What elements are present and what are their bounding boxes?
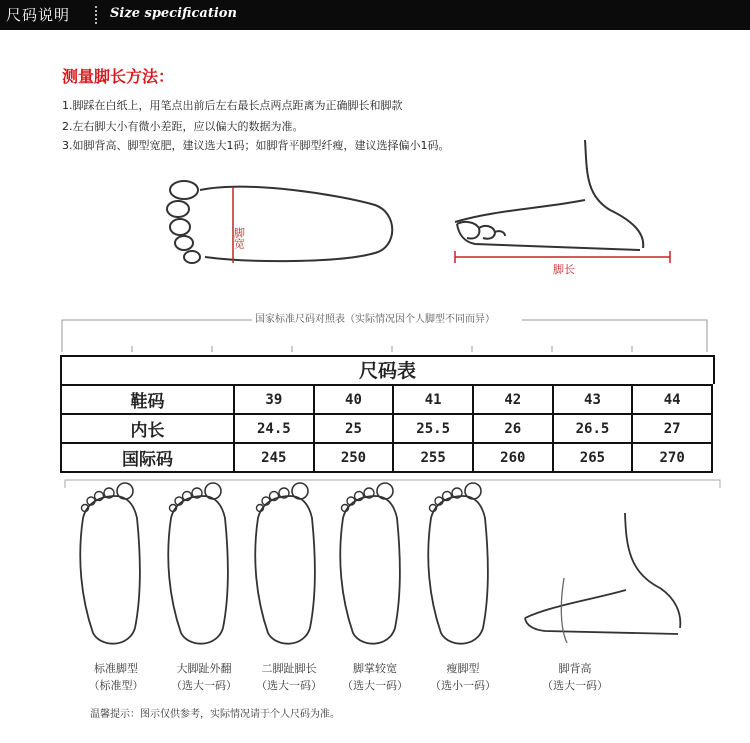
size-table	[60, 384, 713, 473]
table-cell: 26	[473, 414, 553, 443]
table-cell: 44	[632, 385, 712, 414]
table-row	[61, 385, 712, 414]
table-cell: 41	[393, 385, 473, 414]
foot-type-name: 二脚趾脚长	[261, 662, 317, 675]
table-cell: 265	[553, 443, 633, 472]
header-bar	[0, 0, 750, 30]
foot-type-label	[330, 660, 420, 694]
foot-length-label: 脚长	[553, 263, 575, 276]
foot-type-name: 大脚趾外翻	[176, 662, 232, 675]
table-cell: 40	[314, 385, 394, 414]
wide-foot-outline	[340, 483, 400, 644]
high-instep-outline	[525, 513, 680, 643]
foot-width-label: 脚宽	[232, 227, 246, 249]
size-table-title: 尺码表	[60, 355, 715, 384]
foot-side-view-figure	[445, 140, 685, 280]
table-row	[61, 414, 712, 443]
foot-type-name: 脚背高	[558, 662, 592, 675]
foot-type-name: 标准脚型	[94, 662, 138, 675]
table-cell: 245	[234, 443, 314, 472]
tip-note: 温馨提示：图示仅供参考，实际情况请于个人尺码为准。	[90, 709, 340, 720]
foot-type-advice: （选大一码）	[542, 679, 608, 692]
table-cell: 255	[393, 443, 473, 472]
foot-type-label	[530, 660, 620, 694]
standard-size-caption: 国家标准尺码对照表（实际情况因个人脚型不同而异）	[255, 314, 495, 325]
header-title-cn: 尺码说明	[6, 6, 71, 24]
foot-type-label	[244, 660, 334, 694]
table-cell: 260	[473, 443, 553, 472]
row-label: 鞋码	[61, 385, 234, 414]
rule-1: 1.脚踩在白纸上，用笔点出前后左右最长点两点距离为正确脚长和脚款	[62, 99, 403, 112]
header-title-en: Size specification	[110, 6, 237, 21]
rule-2: 2.左右脚大小有微小差距，应以偏大的数据为准。	[62, 120, 304, 133]
table-cell: 42	[473, 385, 553, 414]
row-label: 内长	[61, 414, 234, 443]
table-cell: 25.5	[393, 414, 473, 443]
foot-type-advice: （标准型）	[88, 679, 144, 692]
table-cell: 250	[314, 443, 394, 472]
table-row	[61, 443, 712, 472]
foot-type-label	[71, 660, 161, 694]
standard-foot-outline	[80, 483, 140, 644]
foot-type-name: 脚掌较宽	[353, 662, 397, 675]
header-separator	[95, 6, 97, 24]
table-cell: 39	[234, 385, 314, 414]
rule-3: 3.如脚背高、脚型宽肥，建议选大1码；如脚背平脚型纤瘦，建议选择偏小1码。	[62, 139, 450, 152]
foot-type-label	[159, 660, 249, 694]
foot-type-advice: （选小一码）	[430, 679, 496, 692]
long-second-toe-outline	[255, 483, 315, 644]
slim-foot-outline	[428, 483, 488, 644]
foot-type-label	[418, 660, 508, 694]
table-cell: 27	[632, 414, 712, 443]
method-title: 测量脚长方法：	[62, 67, 175, 86]
table-cell: 43	[553, 385, 633, 414]
row-label: 国际码	[61, 443, 234, 472]
foot-types-figure	[70, 478, 750, 648]
table-cell: 24.5	[234, 414, 314, 443]
foot-type-name: 瘦脚型	[446, 662, 480, 675]
table-cell: 26.5	[553, 414, 633, 443]
foot-top-view-figure	[160, 175, 400, 275]
bunion-foot-outline	[168, 483, 228, 644]
table-cell: 25	[314, 414, 394, 443]
foot-type-advice: （选大一码）	[256, 679, 322, 692]
foot-type-advice: （选大一码）	[171, 679, 237, 692]
table-cell: 270	[632, 443, 712, 472]
foot-type-advice: （选大一码）	[342, 679, 408, 692]
